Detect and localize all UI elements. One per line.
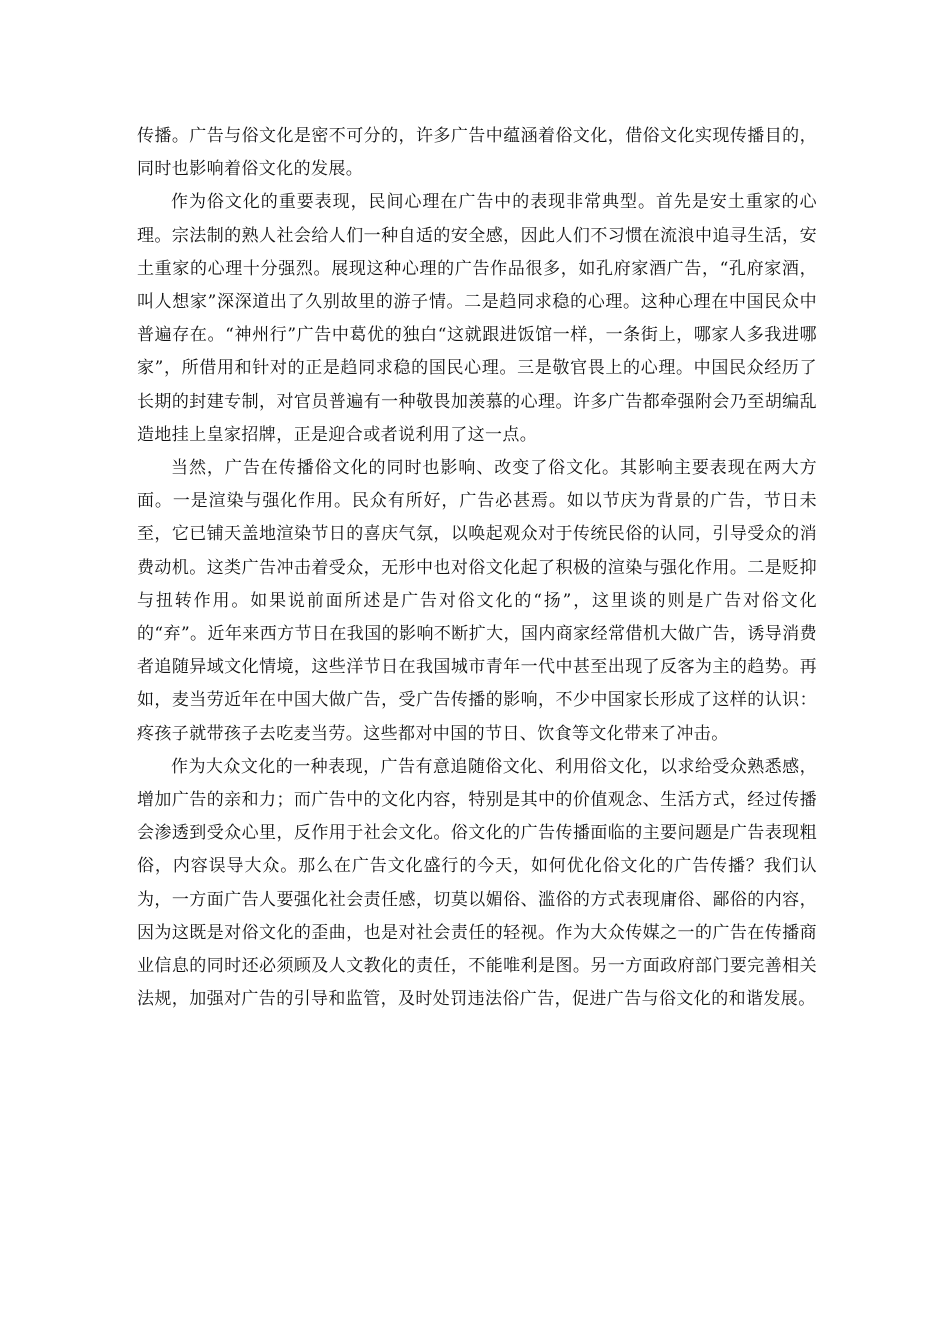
- paragraph-1: 传播。广告与俗文化是密不可分的，许多广告中蕴涵着俗文化，借俗文化实现传播目的，同时也影响着俗文化的发展。: [137, 126, 817, 180]
- paragraph-2: 作为俗文化的重要表现，民间心理在广告中的表现非常典型。首先是安土重家的心理。宗法制的熟人社会给人们一种自适的安全感，因此人们不习惯在流浪中追寻生活，安土重家的心理十分强烈。展现这种心理的广告作品很多，如孔府家酒广告，“孔府家酒，叫人想家”深深道出了久别故里的游子情。二是趋同求稳的心理。这种心理在中国民众中普遍存在。“神州行”广告中葛优的独白“这就跟进饭馆一样，一条街上，哪家人多我进哪家”，所借用和针对的正是趋同求稳的国民心理。三是敬官畏上的心理。中国民众经历了长期的封建专制，对官员普遍有一种敬畏加羡慕的心理。许多广告都牵强附会乃至胡编乱造地挂上皇家招牌，正是迎合或者说利用了这一点。: [137, 192, 817, 445]
- paragraph-4: 作为大众文化的一种表现，广告有意追随俗文化、利用俗文化，以求给受众熟悉感，增加广告的亲和力；而广告中的文化内容，特别是其中的价值观念、生活方式，经过传播会渗透到受众心里，反作用于社会文化。俗文化的广告传播面临的主要问题是广告表现粗俗，内容误导大众。那么在广告文化盛行的今天，如何优化俗文化的广告传播？我们认为，一方面广告人要强化社会责任感，切莫以媚俗、滥俗的方式表现庸俗、鄙俗的内容，因为这既是对俗文化的歪曲，也是对社会责任的轻视。作为大众传媒之一的广告在传播商业信息的同时还必须顾及人文教化的责任，不能唯利是图。另一方面政府部门要完善相关法规，加强对广告的引导和监管，及时处罚违法俗广告，促进广告与俗文化的和谐发展。: [137, 756, 817, 1010]
- paragraph-3: 当然，广告在传播俗文化的同时也影响、改变了俗文化。其影响主要表现在两大方面。一是渲染与强化作用。民众有所好，广告必甚焉。如以节庆为背景的广告，节日未至，它已铺天盖地渲染节日的喜庆气氛，以唤起观众对于传统民俗的认同，引导受众的消费动机。这类广告冲击着受众，无形中也对俗文化起了积极的渲染与强化作用。二是贬抑与扭转作用。如果说前面所述是广告对俗文化的“扬”，这里谈的则是广告对俗文化的“弃”。近年来西方节日在我国的影响不断扩大，国内商家经常借机大做广告，诱导消费者追随异域文化情境，这些洋节日在我国城市青年一代中甚至出现了反客为主的趋势。再如，麦当劳近年在中国大做广告，受广告传播的影响，不少中国家长形成了这样的认识：疼孩子就带孩子去吃麦当劳。这些都对中国的节日、饮食等文化带来了冲击。: [137, 458, 817, 744]
- document-body: [137, 120, 817, 1016]
